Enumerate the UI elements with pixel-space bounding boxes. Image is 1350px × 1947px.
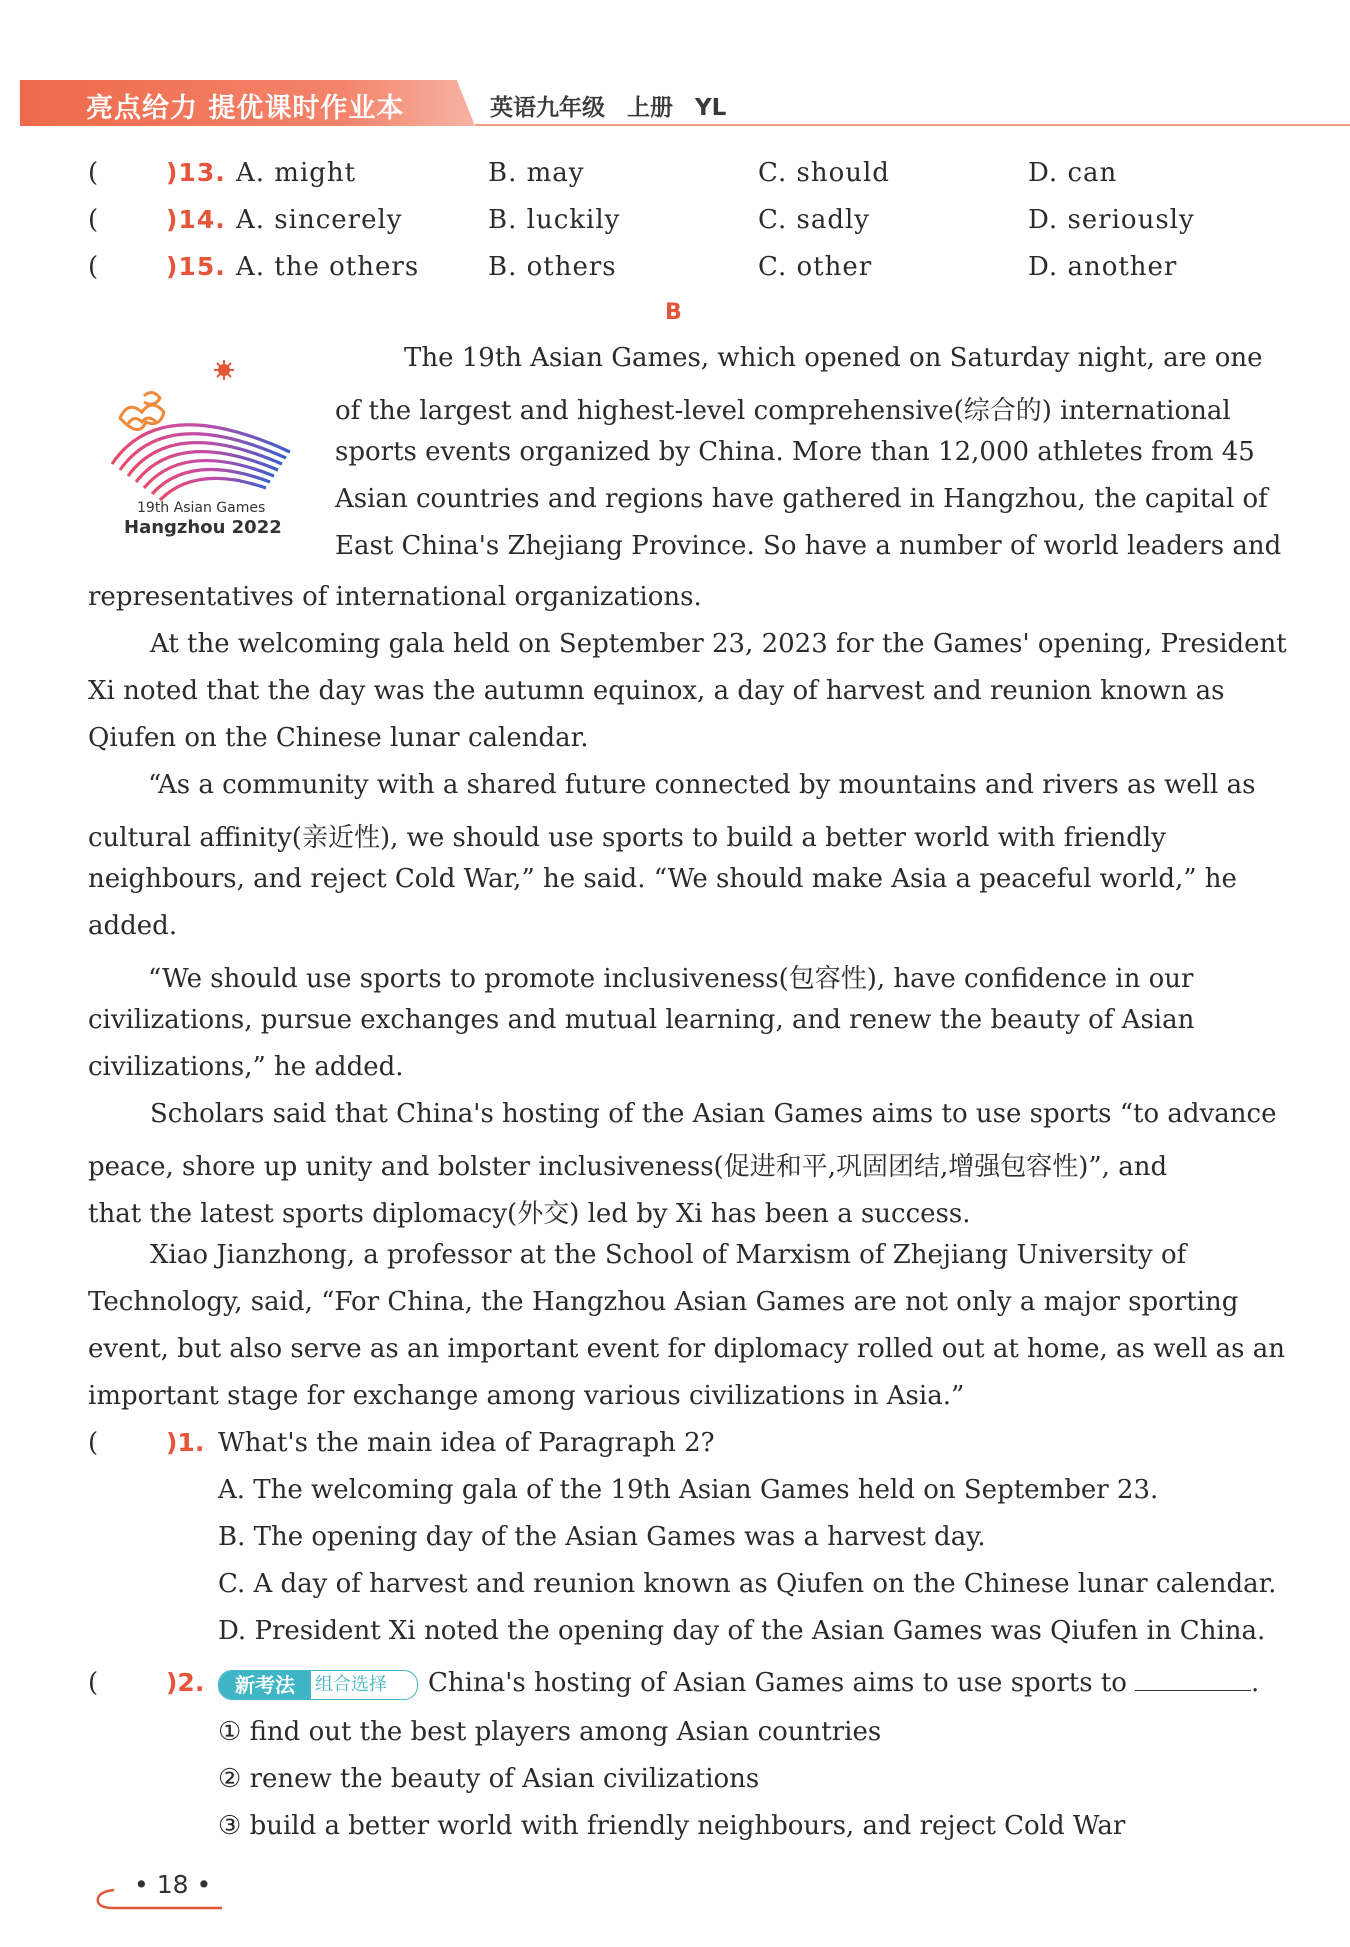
answer-paren[interactable]: (	[88, 1428, 99, 1458]
question-row-15	[88, 252, 1268, 292]
header-rule	[475, 124, 1350, 126]
passage-line: that the latest sports diplomacy(外交) led by Xi has been a success.	[88, 1199, 971, 1229]
passage-line: civilizations,” he added.	[88, 1052, 404, 1082]
passage-line: civilizations, pursue exchanges and mutual learning, and renew the beauty of Asian	[88, 1005, 1195, 1035]
passage-line: Qiufen on the Chinese lunar calendar.	[88, 723, 589, 753]
passage-line: of the largest and highest-level comprehensive(综合的) international	[335, 396, 1231, 426]
option-b: B. others	[488, 252, 617, 282]
passage-line: sports events organized by China. More than 12,000 athletes from 45	[335, 437, 1255, 467]
answer-paren[interactable]: (	[88, 1668, 99, 1698]
passage-line: At the welcoming gala held on September 23, 2023 for the Games' opening, President	[150, 629, 1287, 659]
question-number: )15.	[166, 252, 226, 281]
passage-line: added.	[88, 911, 178, 941]
passage-line: “As a community with a shared future connected by mountains and rivers as well as	[148, 770, 1256, 800]
question-stem-wrap	[428, 1668, 1259, 1698]
option-d: D. seriously	[1028, 205, 1195, 235]
question-number: )2.	[166, 1668, 205, 1697]
choice-item-3: ③ build a better world with friendly neighbours, and reject Cold War	[218, 1811, 1126, 1841]
option-a: A. might	[236, 158, 357, 188]
book-title: 亮点给力 提优课时作业本	[86, 93, 405, 124]
question-row-13	[88, 158, 1268, 198]
answer-paren[interactable]: (	[88, 205, 100, 235]
option-c: C. other	[758, 252, 873, 282]
section-label: B	[665, 300, 682, 325]
page-header	[20, 80, 1340, 126]
passage-line: East China's Zhejiang Province. So have a number of world leaders and	[335, 531, 1282, 561]
passage-line: “We should use sports to promote inclusiveness(包容性), have confidence in our	[148, 964, 1194, 994]
page-number: • 18 •	[134, 1870, 212, 1899]
option-a: A. The welcoming gala of the 19th Asian Games held on September 23.	[218, 1475, 1159, 1505]
option-c: C. should	[758, 158, 890, 188]
option-a: A. sincerely	[236, 205, 403, 235]
passage-line: Asian countries and regions have gathered in Hangzhou, the capital of	[335, 484, 1268, 514]
passage-line: peace, shore up unity and bolster inclusiveness(促进和平,巩固团结,增强包容性)”, and	[88, 1152, 1168, 1182]
passage-line: Technology, said, “For China, the Hangzhou Asian Games are not only a major sporting	[88, 1287, 1239, 1317]
stem-period: .	[1250, 1668, 1260, 1698]
passage-line: event, but also serve as an important event for diplomacy rolled out at home, as well as an	[88, 1334, 1286, 1364]
passage-line: Xi noted that the day was the autumn equinox, a day of harvest and reunion known as	[88, 676, 1225, 706]
choice-item-1: ① find out the best players among Asian countries	[218, 1717, 882, 1747]
passage-line: Xiao Jianzhong, a professor at the School of Marxism of Zhejiang University of	[150, 1240, 1187, 1270]
option-b: B. may	[488, 158, 585, 188]
logo-caption-event: 19th Asian Games	[137, 500, 266, 516]
option-d: D. President Xi noted the opening day of the Asian Games was Qiufen in China.	[218, 1616, 1266, 1646]
passage-line: neighbours, and reject Cold War,” he said. “We should make Asia a peaceful world,” he	[88, 864, 1237, 894]
new-method-badge	[218, 1670, 418, 1700]
passage-line: cultural affinity(亲近性), we should use sports to build a better world with friendly	[88, 823, 1166, 853]
page-footer	[92, 1862, 232, 1912]
question-stem: What's the main idea of Paragraph 2?	[218, 1428, 715, 1458]
logo-caption-city: Hangzhou 2022	[124, 517, 282, 538]
question-1	[88, 1428, 1268, 1468]
option-c: C. A day of harvest and reunion known as Qiufen on the Chinese lunar calendar.	[218, 1569, 1277, 1599]
question-number: )1.	[166, 1428, 205, 1457]
question-row-14	[88, 205, 1268, 245]
question-2	[88, 1668, 1268, 1708]
option-c: C. sadly	[758, 205, 870, 235]
answer-paren[interactable]: (	[88, 252, 100, 282]
passage-line: representatives of international organizations.	[88, 582, 702, 612]
choice-item-2: ② renew the beauty of Asian civilizations	[218, 1764, 760, 1794]
answer-blank[interactable]	[1135, 1668, 1251, 1691]
option-d: D. can	[1028, 158, 1118, 188]
question-number: )14.	[166, 205, 226, 234]
question-stem: China's hosting of Asian Games aims to use sports to	[428, 1668, 1127, 1698]
passage-line: The 19th Asian Games, which opened on Saturday night, are one	[404, 343, 1263, 373]
answer-paren[interactable]: (	[88, 158, 100, 188]
passage-line: important stage for exchange among various civilizations in Asia.”	[88, 1381, 965, 1411]
question-number: )13.	[166, 158, 226, 187]
book-subtitle: 英语九年级 上册 YL	[490, 95, 727, 121]
option-b: B. luckily	[488, 205, 621, 235]
option-a: A. the others	[236, 252, 420, 282]
passage-line: Scholars said that China's hosting of the Asian Games aims to use sports “to advance	[150, 1099, 1277, 1129]
option-d: D. another	[1028, 252, 1178, 282]
badge-combo-choice: 组合选择	[315, 1674, 387, 1695]
badge-new-method: 新考法	[219, 1671, 311, 1699]
option-b: B. The opening day of the Asian Games was a harvest day.	[218, 1522, 986, 1552]
